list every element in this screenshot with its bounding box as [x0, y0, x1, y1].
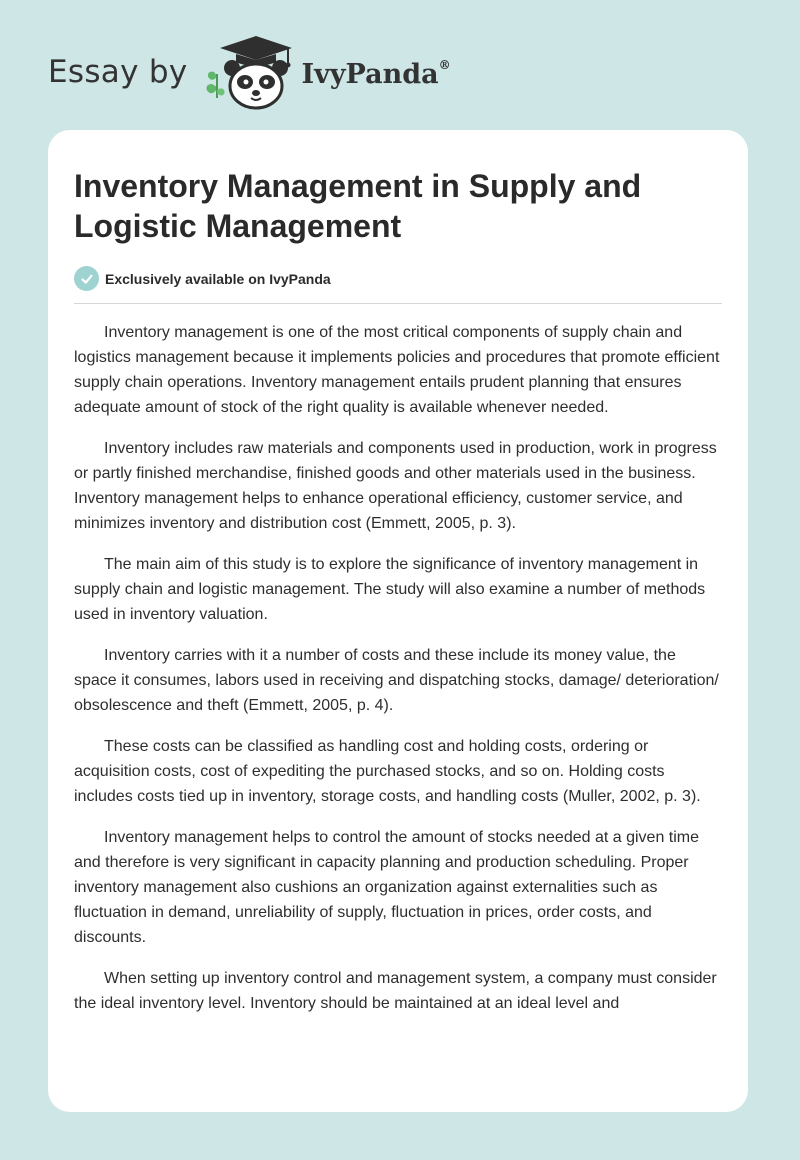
registered-mark: ® — [438, 57, 451, 72]
paragraph: The main aim of this study is to explore the significance of inventory management in supply chain and logistic management. The study will also examine a number of methods used in inventory valuation. — [74, 556, 706, 623]
ivy-leaf-icon — [206, 72, 224, 98]
paragraph: When setting up inventory control and management system, a company must consider the ideal inventory level. Inventory should be maintained at an ideal level and — [74, 970, 717, 1012]
essay-card — [48, 130, 748, 1112]
site-header — [48, 32, 451, 112]
paragraph: Inventory carries with it a number of costs and these include its money value, the space it consumes, labors used in receiving and dispatching stocks, damage/ deterioration/ obsolescence and theft (Emmett, 2005, p. 4). — [74, 647, 719, 714]
paragraph: Inventory management is one of the most critical components of supply chain and logistics management because it implements policies and procedures that promote efficient supply chain operations. Inventory management entails prudent planning that ensures adequate amount of stock of the right quality is available whenever needed. — [74, 324, 720, 416]
essay-by-label: Essay by — [48, 54, 188, 90]
paragraph: These costs can be classified as handling cost and holding costs, ordering or acquisition costs, cost of expediting the purchased stocks, and so on. Holding costs includes costs tied up in inventory, storage costs, and handling costs (Muller, 2002, p. 3). — [74, 738, 701, 805]
check-icon — [74, 266, 99, 291]
paragraph: Inventory includes raw materials and components used in production, work in progress or partly finished merchandise, finished goods and other materials used in the business. Inventory management helps to enhance operational efficiency, customer service, and minimizes inventory and distribution cost (Emmett, 2005, p. 3). — [74, 440, 717, 532]
essay-body — [74, 320, 722, 1016]
page-title: Inventory Management in Supply and Logistic Management — [74, 168, 642, 244]
exclusive-badge — [74, 266, 722, 304]
brand-name[interactable]: IvyPanda® — [301, 57, 451, 90]
paragraph: Inventory management helps to control the amount of stocks needed at a given time and therefore is very significant in capacity planning and production scheduling. Proper inventory management also cushions an organization against externalities such as fluctuation in demand, unreliability of supply, fluctuation in prices, order costs, and discounts. — [74, 829, 700, 946]
exclusive-badge-label: Exclusively available on IvyPanda — [105, 270, 331, 287]
panda-graduate-logo-icon[interactable] — [202, 32, 298, 112]
